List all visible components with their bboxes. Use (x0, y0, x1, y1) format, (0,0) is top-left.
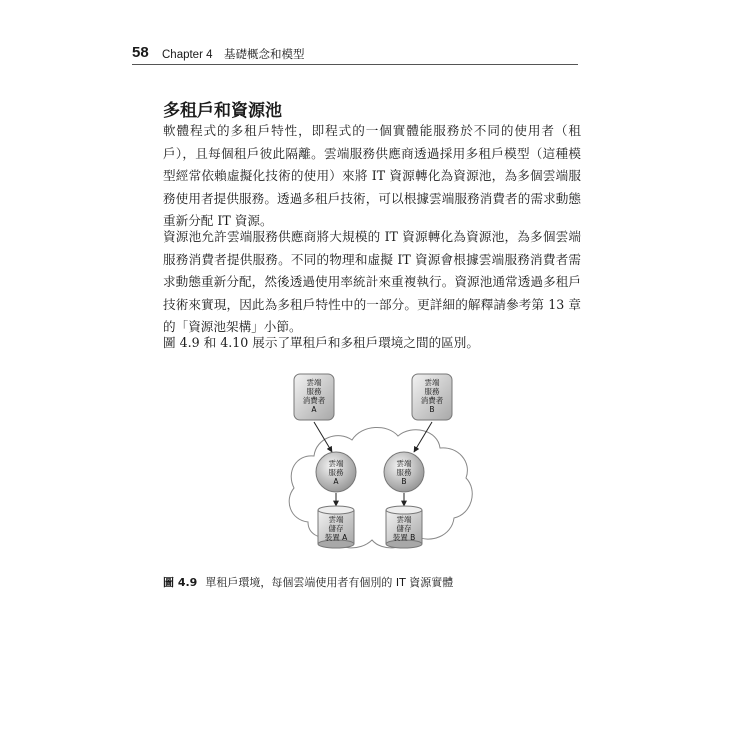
svg-text:儲存: 儲存 (328, 524, 344, 533)
svg-text:A: A (311, 405, 317, 414)
svg-text:雲端: 雲端 (396, 515, 412, 524)
figure-number: 圖 4.9 (163, 576, 198, 589)
paragraph-multitenancy: 軟體程式的多租戶特性，即程式的一個實體能服務於不同的使用者（租戶），且每個租戶彼此隔離。雲端服務供應商透過採用多租戶模型（這種模型經常依賴虛擬化技術的使用）來將 IT 資源轉化為資源池，為多個雲端服務使用者提供服務。透過多租戶技術，可以根據雲端服務消費者的需求動態重新分配 IT 資源。 (163, 123, 581, 228)
svg-text:服務: 服務 (396, 468, 412, 477)
paragraph-figure-reference: 圖 4.9 和 4.10 展示了單租戶和多租戶環境之間的區別。 (163, 335, 479, 350)
figure-caption-text: 單租戶環境，每個雲端使用者有個別的 IT 資源實體 (205, 576, 454, 589)
svg-text:A: A (333, 477, 339, 486)
single-tenant-diagram (280, 372, 480, 572)
svg-text:雲端: 雲端 (424, 378, 440, 387)
paragraph-resource-pool: 資源池允許雲端服務供應商將大規模的 IT 資源轉化為資源池，為多個雲端服務消費者提供服務。不同的物理和虛擬 IT 資源會根據雲端服務消費者需求動態重新分配，然後透過使用率統計來重複執行。資源池通常透過多租戶技術來實現，因此為多租戶特性中的一部分。更詳細的解釋請參考第 13 章的「資源池架構」小節。 (163, 229, 581, 334)
svg-text:消費者: 消費者 (420, 396, 444, 405)
figure-caption (163, 574, 453, 590)
page-number: 58 (132, 44, 149, 61)
running-header (132, 44, 578, 65)
cloud-shape (289, 427, 472, 547)
svg-text:裝置 B: 裝置 B (392, 533, 416, 542)
svg-text:雲端: 雲端 (328, 515, 344, 524)
chapter-title: Chapter 4 基礎概念和模型 (162, 49, 305, 61)
svg-text:儲存: 儲存 (396, 524, 412, 533)
svg-text:消費者: 消費者 (302, 396, 326, 405)
svg-text:服務: 服務 (328, 468, 344, 477)
section-title: 多租戶和資源池 (163, 101, 282, 121)
svg-text:雲端: 雲端 (396, 459, 412, 468)
svg-text:雲端: 雲端 (328, 459, 344, 468)
svg-text:裝置 A: 裝置 A (324, 533, 348, 542)
svg-text:雲端: 雲端 (306, 378, 322, 387)
svg-text:服務: 服務 (424, 387, 440, 396)
svg-text:B: B (429, 405, 435, 414)
svg-text:服務: 服務 (306, 387, 322, 396)
svg-text:B: B (401, 477, 407, 486)
